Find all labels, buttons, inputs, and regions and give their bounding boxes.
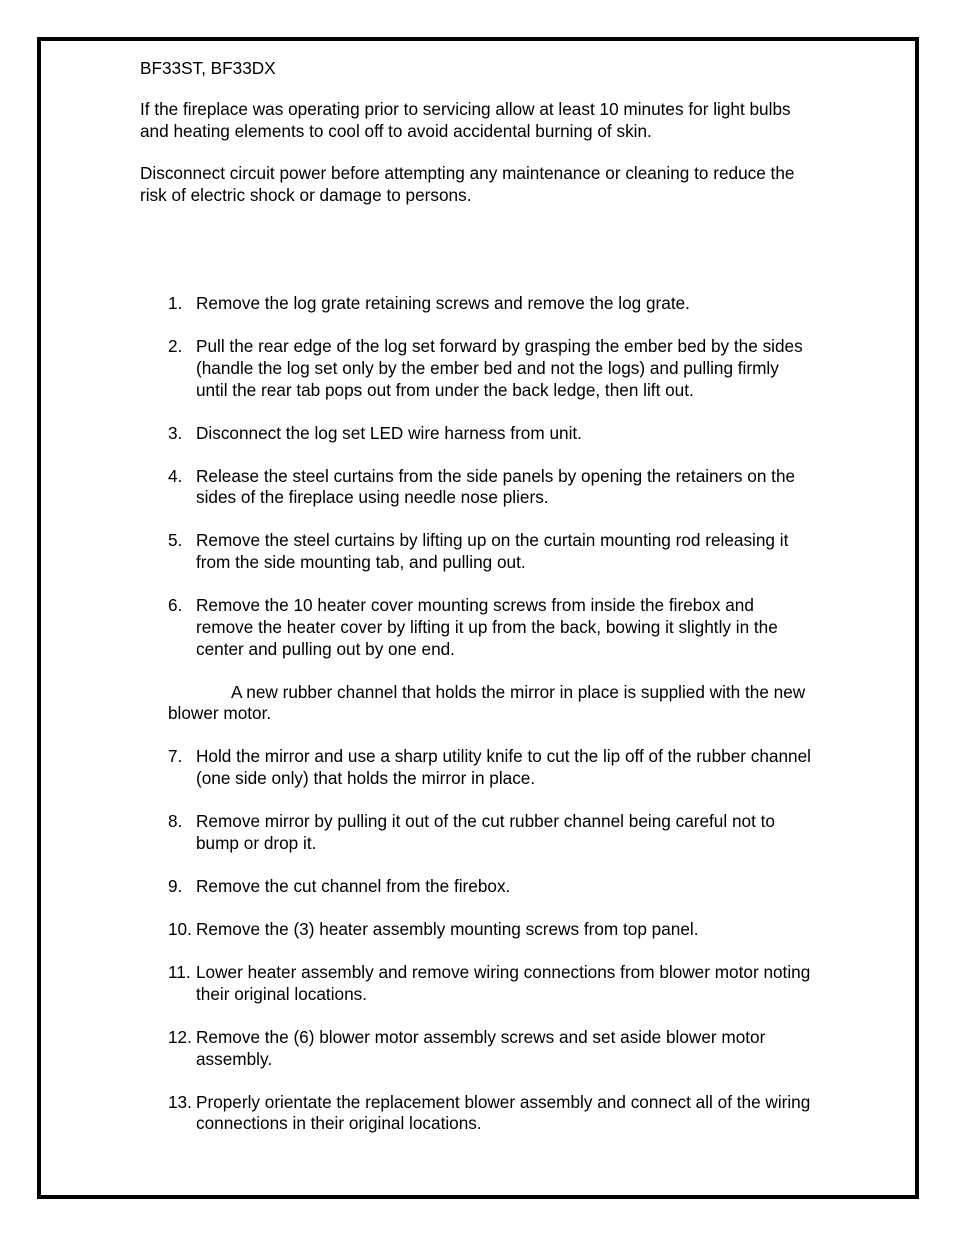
step-text: (one side only) that holds the mirror in place. [196,768,536,789]
step-text: center and pulling out by one end. [196,638,455,659]
step-number: 8. [168,811,183,832]
step-text: Pull the rear edge of the log set forward by grasping the ember bed by the sides [196,335,803,356]
step-number: 7. [168,746,183,767]
list-item [168,466,888,510]
step-number: 4. [168,465,183,486]
list-item [168,962,888,1006]
list-item [168,595,888,660]
step-text: Release the steel curtains from the side panels by opening the retainers on the [196,465,796,486]
mirror-channel-note [168,682,888,726]
step-number: 9. [168,876,183,897]
step-number: 10. [168,919,192,940]
list-item [168,811,888,855]
step-number: 2. [168,335,183,356]
list-item [168,423,888,445]
note-text: blower motor. [168,703,272,724]
step-text: until the rear tab pops out from under the back ledge, then lift out. [196,379,694,400]
warning-line: risk of electric shock or damage to persons. [140,184,472,205]
step-text: Remove the cut channel from the firebox. [196,876,511,897]
step-number: 1. [168,293,183,313]
step-text: Remove mirror by pulling it out of the cut rubber channel being careful not to [196,811,775,832]
warning-line: and heating elements to cool off to avoid accidental burning of skin. [140,120,652,141]
step-text: assembly. [196,1048,273,1069]
step-text: Properly orientate the replacement blower assembly and connect all of the wiring [196,1091,811,1112]
step-text: Remove the log grate retaining screws and remove the log grate. [196,293,690,313]
step-text: remove the heater cover by lifting it up from the back, bowing it slightly in the [196,616,778,637]
list-item [168,530,888,574]
list-item [168,876,888,898]
step-number: 6. [168,595,183,616]
warning-line: If the fireplace was operating prior to servicing allow at least 10 minutes for light bulbs [140,99,791,119]
step-number: 11. [168,962,191,982]
step-text: Lower heater assembly and remove wiring connections from blower motor noting [196,962,811,982]
step-text: Hold the mirror and use a sharp utility knife to cut the lip off of the rubber channel [196,746,811,767]
step-text: Remove the (3) heater assembly mounting screws from top panel. [196,919,699,940]
list-item [168,336,888,401]
step-text: (handle the log set only by the ember bed and not the logs) and pulling firmly [196,357,779,378]
step-number: 3. [168,422,183,443]
step-text: connections in their original locations. [196,1113,482,1134]
cool-down-warning [140,99,791,143]
step-number: 13. [168,1091,192,1112]
power-disconnect-warning [140,163,794,207]
warning-line: Disconnect circuit power before attempting any maintenance or cleaning to reduce the [140,163,795,183]
step-text: Remove the (6) blower motor assembly screws and set aside blower motor [196,1026,766,1047]
list-item [168,919,888,941]
step-text: Remove the steel curtains by lifting up on the curtain mounting rod releasing it [196,530,789,551]
step-text: Disconnect the log set LED wire harness from unit. [196,422,582,443]
list-item [168,1092,888,1136]
model-numbers: BF33ST, BF33DX [140,58,276,78]
step-text: sides of the fireplace using needle nose pliers. [196,487,549,508]
list-item [168,746,888,790]
step-number: 12. [168,1026,192,1047]
list-item [168,293,888,315]
list-item [168,1027,888,1071]
step-text: bump or drop it. [196,833,317,854]
step-text: their original locations. [196,983,368,1004]
step-text: from the side mounting tab, and pulling out. [196,552,526,573]
instruction-steps [168,293,888,1135]
step-number: 5. [168,530,183,551]
note-text: A new rubber channel that holds the mirror in place is supplied with the new [231,681,806,702]
step-text: Remove the 10 heater cover mounting screws from inside the firebox and [196,595,754,616]
